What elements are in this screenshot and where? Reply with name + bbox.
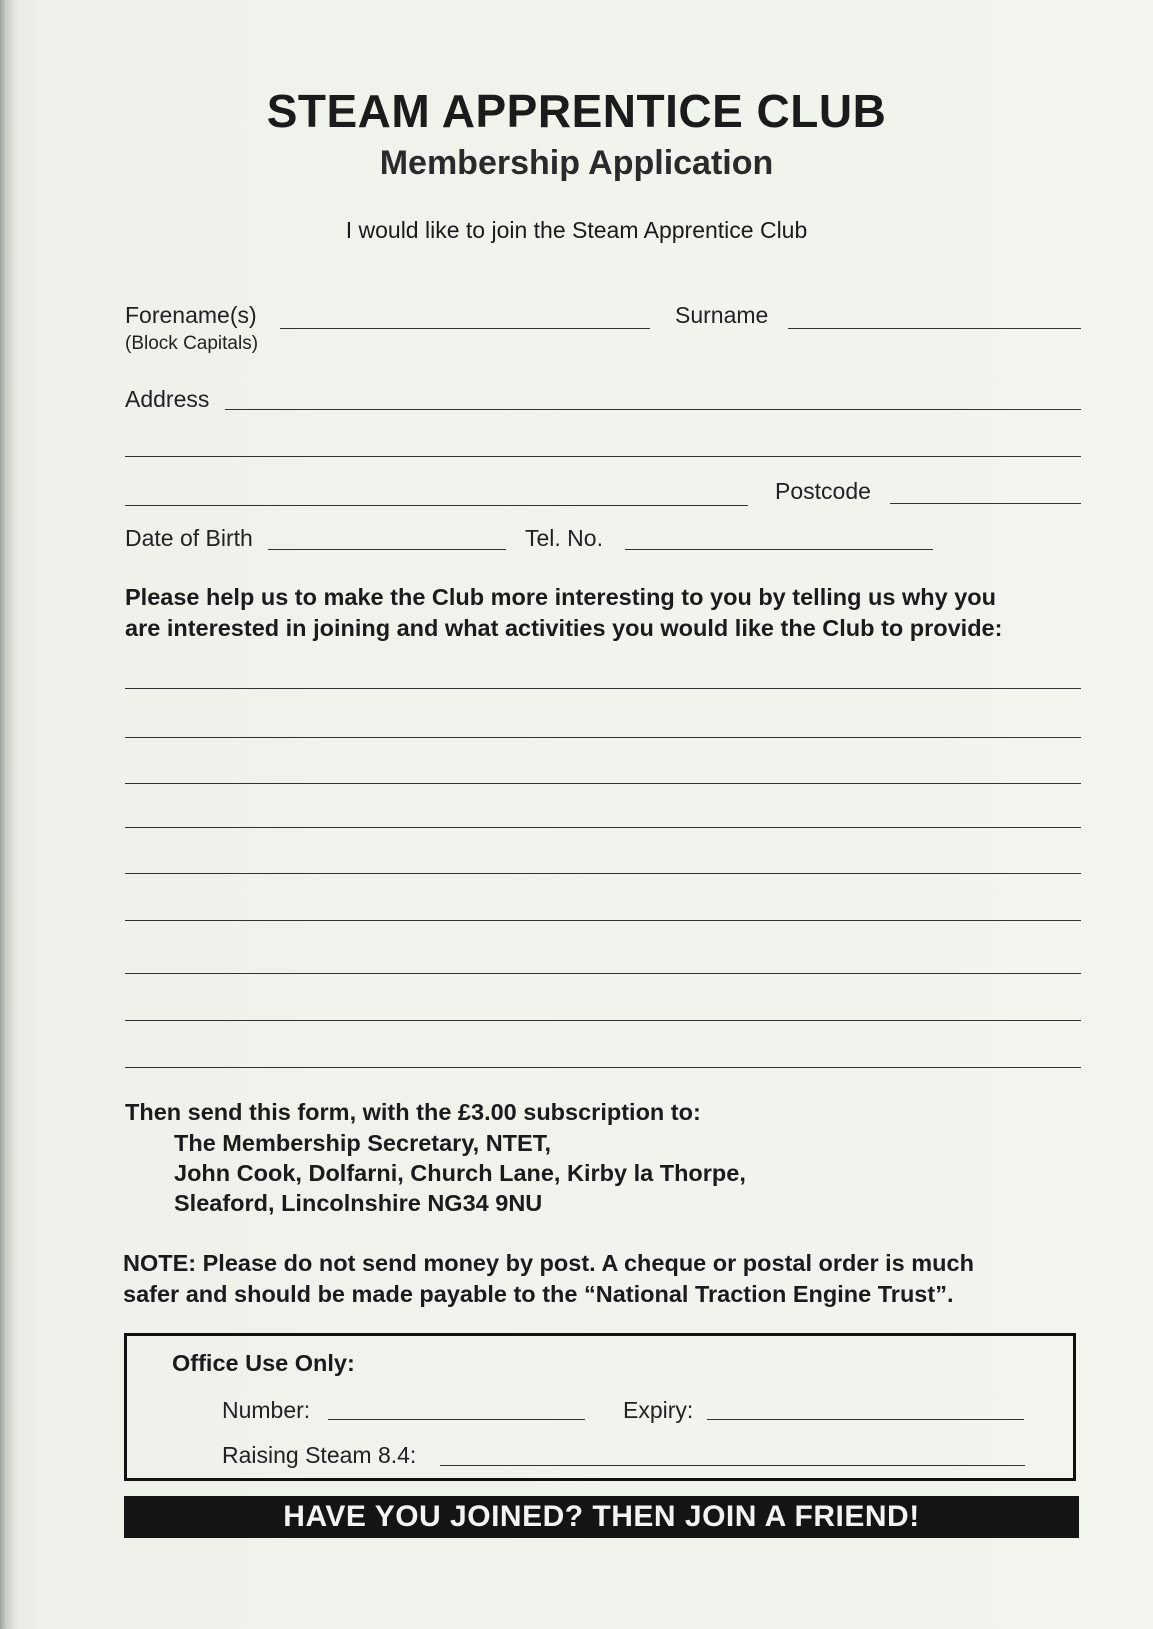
- office-number-field[interactable]: [328, 1419, 585, 1420]
- address-label: Address: [125, 386, 210, 412]
- address-field-line3[interactable]: [125, 505, 748, 506]
- feedback-prompt-line2: are interested in joining and what activities you would like the Club to provide:: [125, 615, 1003, 641]
- surname-label: Surname: [675, 302, 769, 328]
- feedback-answer-line[interactable]: [125, 973, 1081, 974]
- feedback-prompt-line1: Please help us to make the Club more interesting to you by telling us why you: [125, 584, 996, 610]
- dob-field[interactable]: [268, 549, 506, 550]
- feedback-answer-line[interactable]: [125, 1067, 1081, 1068]
- note-line1: NOTE: Please do not send money by post. A cheque or postal order is much: [123, 1250, 974, 1276]
- office-raising-field[interactable]: [440, 1465, 1025, 1466]
- office-expiry-label: Expiry:: [623, 1397, 694, 1423]
- office-use-heading: Office Use Only:: [172, 1350, 355, 1376]
- send-address-line1: The Membership Secretary, NTET,: [174, 1130, 551, 1156]
- send-address-line3: Sleaford, Lincolnshire NG34 9NU: [174, 1190, 543, 1216]
- send-address-line2: John Cook, Dolfarni, Church Lane, Kirby la Thorpe,: [174, 1160, 746, 1186]
- forename-hint: (Block Capitals): [125, 333, 259, 354]
- feedback-answer-line[interactable]: [125, 737, 1081, 738]
- office-number-label: Number:: [222, 1397, 311, 1423]
- feedback-answer-line[interactable]: [125, 827, 1081, 828]
- address-field-line1[interactable]: [225, 409, 1081, 410]
- send-intro: Then send this form, with the £3.00 subscription to:: [125, 1099, 701, 1125]
- address-field-line2[interactable]: [125, 456, 1081, 457]
- feedback-answer-line[interactable]: [125, 1020, 1081, 1021]
- office-raising-label: Raising Steam 8.4:: [222, 1442, 417, 1468]
- note-line2: safer and should be made payable to the “National Traction Engine Trust”.: [123, 1281, 954, 1307]
- postcode-label: Postcode: [775, 478, 871, 504]
- feedback-answer-line[interactable]: [125, 873, 1081, 874]
- forename-label: Forename(s): [125, 302, 257, 328]
- office-expiry-field[interactable]: [707, 1419, 1024, 1420]
- surname-field[interactable]: [788, 328, 1081, 329]
- postcode-field[interactable]: [890, 503, 1081, 504]
- page-subtitle: Membership Application: [379, 144, 774, 182]
- feedback-answer-line[interactable]: [125, 920, 1081, 921]
- tel-field[interactable]: [625, 549, 933, 550]
- feedback-answer-line[interactable]: [125, 688, 1081, 689]
- intro-text: I would like to join the Steam Apprentice Club: [345, 217, 808, 243]
- join-friend-banner: HAVE YOU JOINED? THEN JOIN A FRIEND!: [124, 1496, 1079, 1538]
- forename-field[interactable]: [280, 328, 650, 329]
- page-title: STEAM APPRENTICE CLUB: [266, 85, 887, 137]
- feedback-answer-line[interactable]: [125, 783, 1081, 784]
- tel-label: Tel. No.: [525, 525, 603, 551]
- dob-label: Date of Birth: [125, 525, 253, 551]
